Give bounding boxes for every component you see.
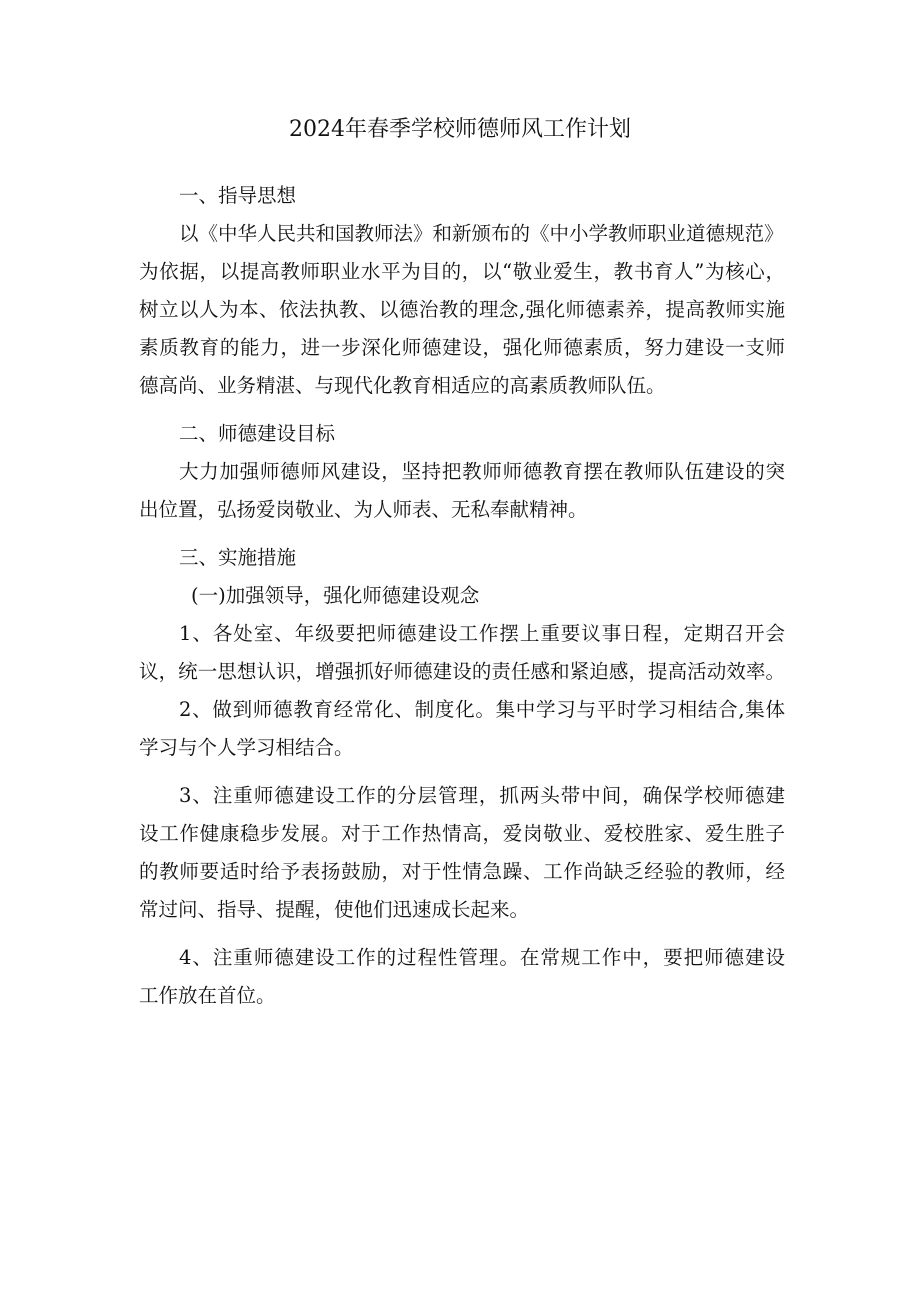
paragraph-line: 学习与个人学习相结合。 — [139, 736, 354, 759]
sub-heading: (一)加强领导，强化师德建设观念 — [191, 584, 480, 607]
paragraph-line: 树立以人为本、依法执教、以德治教的理念,强化师德素养，提高教师实施 — [139, 298, 785, 321]
paragraph-line: 2、做到师德教育经常化、制度化。集中学习与平时学习相结合,集体 — [179, 698, 785, 721]
paragraph-line: 3、注重师德建设工作的分层管理，抓两头带中间，确保学校师德建 — [179, 784, 785, 807]
measure-item-4 — [139, 939, 785, 1015]
section-heading: 一、指导思想 — [179, 184, 297, 207]
measure-item-3 — [139, 777, 785, 929]
document-body — [139, 177, 785, 1015]
paragraph-line: 1、各处室、年级要把师德建设工作摆上重要议事日程，定期召开会 — [179, 622, 785, 645]
paragraph-line: 工作放在首位。 — [139, 984, 276, 1007]
measure-item-1 — [139, 615, 785, 691]
paragraph-line: 的教师要适时给予表扬鼓励，对于性情急躁、工作尚缺乏经验的教师，经 — [139, 860, 785, 883]
paragraph-line: 出位置，弘扬爱岗敬业、为人师表、无私奉献精神。 — [139, 498, 588, 521]
section-heading: 二、师德建设目标 — [179, 422, 336, 445]
paragraph-line: 常过问、指导、提醒，使他们迅速成长起来。 — [139, 898, 530, 921]
section-goals — [139, 415, 785, 529]
section-guiding-ideology — [139, 177, 785, 405]
section-heading: 三、实施措施 — [179, 546, 297, 569]
paragraph-line: 大力加强师德师风建设，坚持把教师师德教育摆在教师队伍建设的突 — [179, 460, 785, 483]
measure-item-2 — [139, 691, 785, 767]
paragraph-line: 议，统一思想认识，增强抓好师德建设的责任感和紧迫感，提高活动效率。 — [139, 660, 785, 683]
paragraph-line: 4、注重师德建设工作的过程性管理。在常规工作中，要把师德建设 — [179, 946, 785, 969]
document-title: 2024年春季学校师德师风工作计划 — [289, 117, 631, 142]
paragraph-line: 以《中华人民共和国教师法》和新颁布的《中小学教师职业道德规范》 — [179, 222, 784, 245]
paragraph-line: 设工作健康稳步发展。对于工作热情高，爱岗敬业、爱校胜家、爱生胜子 — [139, 822, 785, 845]
paragraph-line: 为依据，以提高教师职业水平为目的，以“敬业爱生，教书育人”为核心， — [139, 260, 785, 283]
paragraph-line: 德高尚、业务精湛、与现代化教育相适应的高素质教师队伍。 — [139, 374, 666, 397]
paragraph-line: 素质教育的能力，进一步深化师德建设，强化师德素质，努力建设一支师 — [139, 336, 785, 359]
section-measures — [139, 539, 785, 1015]
